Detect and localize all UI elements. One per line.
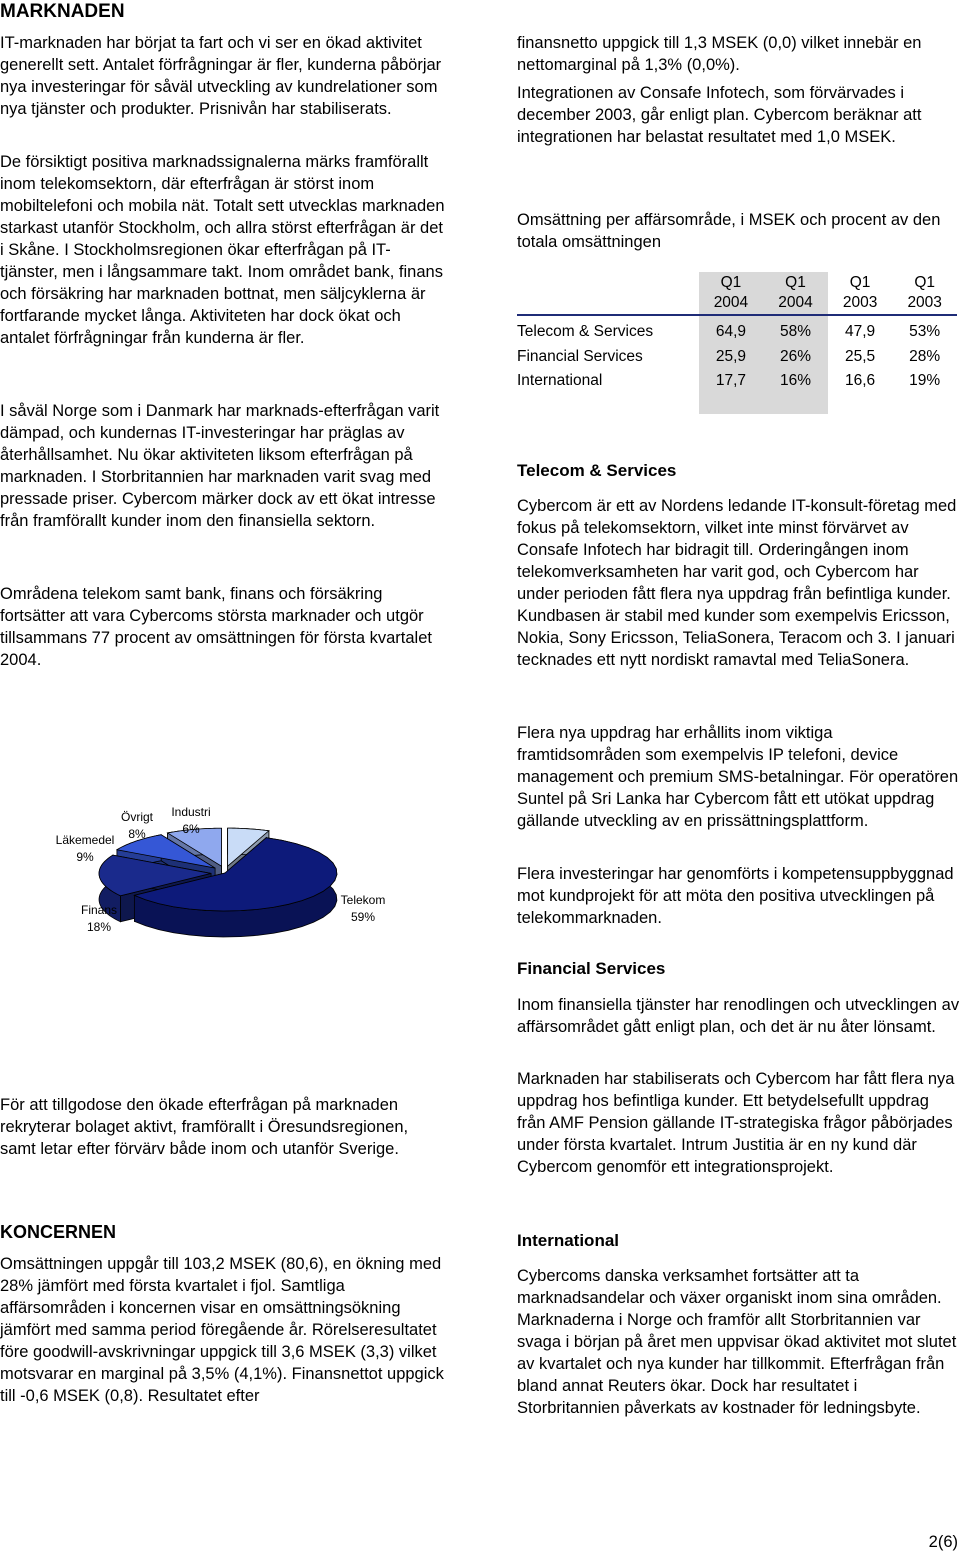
cell-value: 26% [763,345,828,370]
pie-label-lakemedel-pct: 9% [76,850,94,864]
markets-paragraph-4: Områdena telekom samt bank, finans och försäkring fortsätter att vara Cybercoms största marknader och utgör tillsammans 77 procent av omsättningen för första kvartalet 2004. [0,585,432,669]
group-paragraph-2: finansnetto uppgick till 1,3 MSEK (0,0) vilket innebär en nettomarginal på 1,3% (0,0%). [517,34,922,74]
heading-international: International [517,1231,620,1250]
table-row [517,345,957,370]
telecom-paragraph-2: Flera nya uppdrag har erhållits inom viktiga framtidsområden som exempelvis IP telefoni, device management och premium SMS-betalningar. För operatören Suntel på Sri Lanka har Cybercom fått ett utökat uppdrag gällande utveckling av en prissättningsplattform. [517,724,959,830]
international-paragraph-1: Cybercoms danska verksamhet fortsätter att ta marknadsandelar och växer organiskt inom sina områden. Marknaderna i Norge och framför allt Storbritannien var svaga i början på året men uppvisar ökad aktivitet mot slutet av kvartalet och nya kunder har tillkommit. Efterfrågan från bland annat Reuters ökar. Dock har resultatet i Storbritannien påverkats av kostnader för ledningsbyte. [517,1267,957,1417]
page-number: 2(6) [928,1533,958,1551]
pie-label-ovrigt-pct: 8% [128,827,146,841]
pie-label-ovrigt [115,809,159,843]
pie-label-telekom-name: Telekom [340,893,386,907]
heading-telecom-services: Telecom & Services [517,461,677,480]
financial-paragraph-2: Marknaden har stabiliserats och Cybercom har fått flera nya uppdrag hos befintliga kunder. Ett betydelsefullt uppdrag från AMF Pension gällande IT-strategiska frågor påbörjades under första kvartalet. Intrum Justitia är en ny kund där Cybercom genomför ett integrationsprojekt. [517,1070,955,1176]
cell-value: 25,5 [845,347,876,365]
row-label: International [517,372,603,390]
cell-value: 17,7 [699,369,764,394]
table-row [517,369,957,394]
pie-label-finans-pct: 18% [86,920,112,934]
row-label: Financial Services [517,347,643,365]
cell-value: 53% [909,323,941,341]
pie-label-industri-pct: 6% [182,822,200,836]
customer-segment-pie-chart [50,795,410,945]
cell-value: 19% [909,372,941,390]
markets-paragraph-1: IT-marknaden har börjat ta fart och vi ser en ökad aktivitet generellt sett. Antalet förfrågningar är fler, kunderna påbörjar nya investeringar för såväl utveckling av kundrelationer som nya tjänster och produkter. Prisnivån har stabiliserats. [0,34,442,118]
pie-label-industri-name: Industri [171,805,211,819]
pie-label-ovrigt-name: Övrigt [120,810,153,824]
table-header-row [517,272,957,315]
cell-value: 58% [763,320,828,345]
group-paragraph-3: Integrationen av Consafe Infotech, som förvärvades i december 2003, går enligt plan. Cybercom beräknar att integrationen har belastat resultatet med 1,0 MSEK. [517,84,922,146]
telecom-paragraph-3: Flera investeringar har genomförts i kompetensuppbyggnad mot kundprojekt för att möta den positiva utvecklingen på telekommarknaden. [517,865,954,927]
row-label: Telecom & Services [517,323,654,341]
pie-label-finans [74,902,124,936]
pie-label-finans-name: Finans [80,903,118,917]
cell-value: 25,9 [699,345,764,370]
markets-paragraph-5: För att tillgodose den ökade efterfrågan på marknaden rekryterar bolaget aktivt, framförallt i Öresundsregionen, samt letar efter förvärv både inom och utanför Sverige. [0,1096,409,1158]
cell-value: 28% [909,347,941,365]
table-header: Q1 2003 [907,274,942,311]
markets-paragraph-2: De försiktigt positiva marknadssignalerna märks framförallt inom telekomsektorn, där efterfrågan är störst inom mobiltelefoni och mobila nät. Totalt sett utvecklas marknaden starkast utanför Stockholm, och allra störst efterfrågan är det i Skåne. I Stockholmsregionen ökar efterfrågan på IT-tjänster, men i långsammare takt. Inom området bank, finans och försäkring har marknaden bottnat, men säljcyklerna är fortfarande mycket långa. Aktiviteten har dock ökat och antalet förfrågningar från kunderna är fler. [0,153,445,347]
financial-paragraph-1: Inom finansiella tjänster har renodlingen och utvecklingen av affärsområdet gått enligt plan, och det är nu åter lönsamt. [517,996,960,1036]
cell-value: 16% [763,369,828,394]
markets-paragraph-3: I såväl Norge som i Danmark har marknads-efterfrågan varit dämpad, och kundernas IT-investeringar har präglas av återhållsamhet. Nu ökar aktiviteten liksom efterfrågan på marknaden. I Storbritannien har marknaden varit svag med pressade priser. Cybercom märker dock av ett ökat intresse från framförallt kunder inom den finansiella sektorn. [0,402,440,530]
heading-markets: MARKNADEN [0,1,125,22]
table-header: Q1 2004 [699,272,764,315]
heading-financial-services: Financial Services [517,959,666,978]
table-caption: Omsättning per affärsområde, i MSEK och procent av den totala omsättningen [517,211,941,251]
cell-value: 16,6 [845,372,876,390]
revenue-by-segment-table [517,272,957,414]
table-row [517,320,957,345]
pie-label-lakemedel-name: Läkemedel [55,833,115,847]
cell-value: 47,9 [845,323,876,341]
group-paragraph-1: Omsättningen uppgår till 103,2 MSEK (80,6), en ökning med 28% jämfört med första kvartalet i fjol. Samtliga affärsområden i koncernen visar en omsättningsökning jämfört med samma period föregående år. Rörelseresultatet före goodwill-avskrivningar uppgick till 3,6 MSEK (3,3) vilket motsvarar en marginal på 3,5% (4,1%). Finansnettot uppgick till -0,6 MSEK (0,8). Resultatet efter [0,1255,444,1405]
pie-label-industri [166,804,216,838]
table-header: Q1 2004 [763,272,828,315]
telecom-paragraph-1: Cybercom är ett av Nordens ledande IT-konsult-företag med fokus på telekomsektorn, vilket inte minst förvärvet av Consafe Infotech har bidragit till. Orderingången inom telekomverksamheten har varit god, och Cybercom har under perioden fått flera nya uppdrag från befintliga kunder. Kundbasen är stabil med kunder som exempelvis Ericsson, Nokia, Sony Ericsson, TeliaSonera, Teracom och 3. I januari tecknades ett nytt nordiskt ramavtal med TeliaSonera. [517,497,957,669]
table-header: Q1 2003 [842,274,878,311]
heading-group: KONCERNEN [0,1222,117,1242]
pie-label-telekom [334,892,392,926]
cell-value: 64,9 [699,320,764,345]
pie-label-lakemedel [50,832,120,866]
pie-label-telekom-pct: 59% [350,910,376,924]
